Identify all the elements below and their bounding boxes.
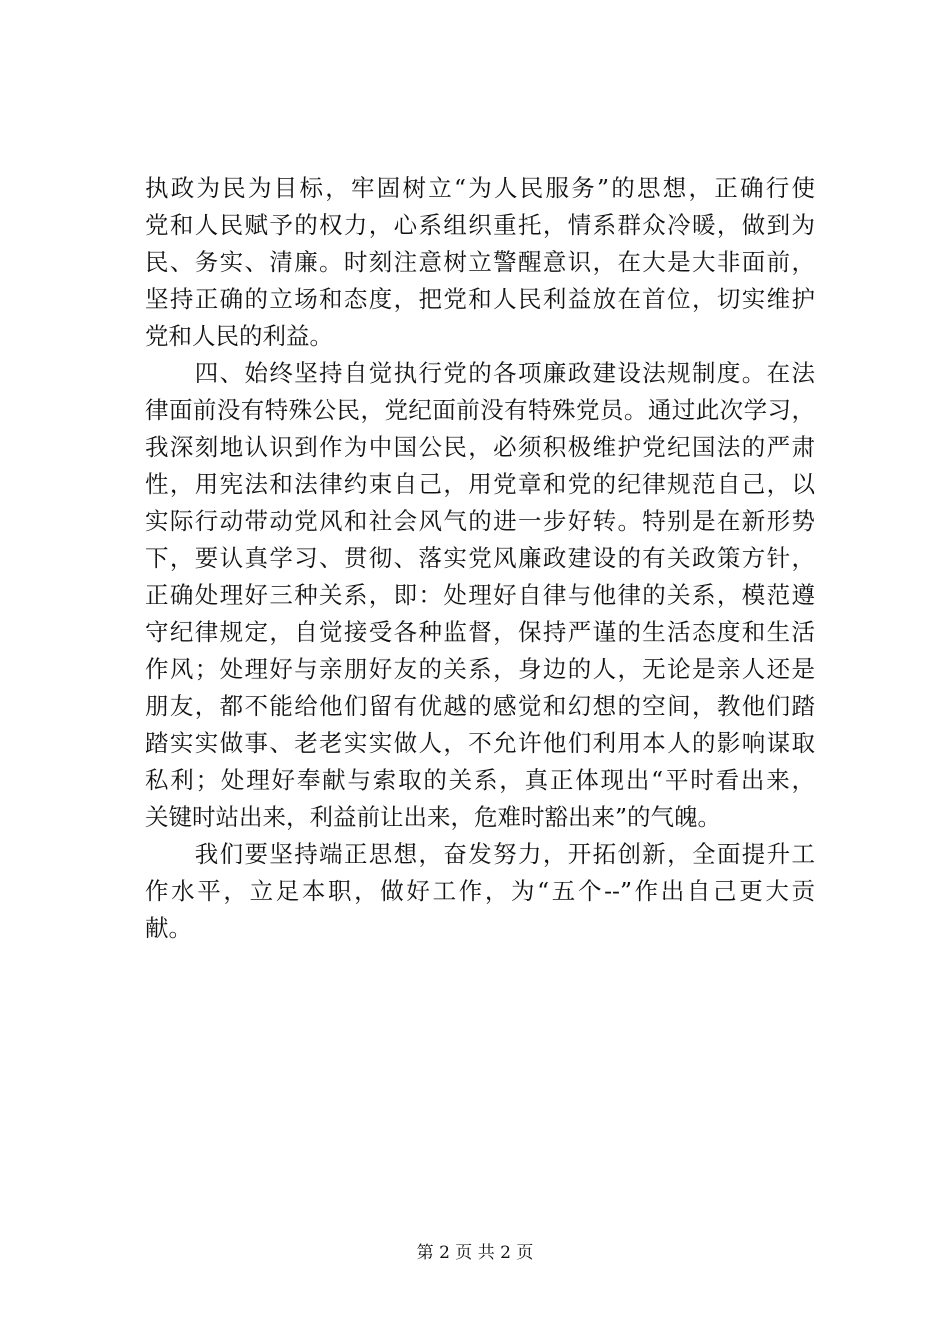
text-line: 正确处理好三种关系，即：处理好自律与他律的关系，模范遵 (145, 581, 815, 609)
text-line: 关键时站出来，利益前让出来，危难时豁出来”的气魄。 (145, 803, 722, 831)
text-line: 朋友，都不能给他们留有优越的感觉和幻想的空间，教他们踏 (145, 692, 815, 720)
text-line: 我们要坚持端正思想，奋发努力，开拓创新，全面提升工 (145, 840, 815, 868)
text-line: 律面前没有特殊公民，党纪面前没有特殊党员。通过此次学习， (145, 396, 815, 424)
text-line: 作水平，立足本职，做好工作，为“五个--”作出自己更大贡 (145, 877, 815, 905)
page-number-footer: 第 2 页 共 2 页 (416, 1243, 534, 1263)
text-line: 私利；处理好奉献与索取的关系，真正体现出“平时看出来， (145, 766, 815, 794)
text-line: 我深刻地认识到作为中国公民，必须积极维护党纪国法的严肃 (145, 433, 815, 461)
text-line: 坚持正确的立场和态度，把党和人民利益放在首位，切实维护 (145, 285, 815, 313)
text-line: 守纪律规定，自觉接受各种监督，保持严谨的生活态度和生活 (145, 618, 815, 646)
document-body (145, 170, 815, 947)
text-line: 献。 (145, 914, 192, 942)
text-line: 踏实实做事、老老实实做人，不允许他们利用本人的影响谋取 (145, 729, 815, 757)
text-line: 下，要认真学习、贯彻、落实党风廉政建设的有关政策方针， (145, 544, 815, 572)
text-line: 作风；处理好与亲朋好友的关系，身边的人，无论是亲人还是 (145, 655, 815, 683)
text-line: 党和人民的利益。 (145, 322, 333, 350)
text-line: 党和人民赋予的权力，心系组织重托，情系群众冷暖，做到为 (145, 211, 815, 239)
text-line: 实际行动带动党风和社会风气的进一步好转。特别是在新形势 (145, 507, 815, 535)
text-line: 民、务实、清廉。时刻注意树立警醒意识，在大是大非面前， (145, 248, 815, 276)
text-line: 四、始终坚持自觉执行党的各项廉政建设法规制度。在法 (145, 359, 815, 387)
text-line: 性，用宪法和法律约束自己，用党章和党的纪律规范自己，以 (145, 470, 815, 498)
text-line: 执政为民为目标，牢固树立“为人民服务”的思想，正确行使 (145, 174, 815, 202)
